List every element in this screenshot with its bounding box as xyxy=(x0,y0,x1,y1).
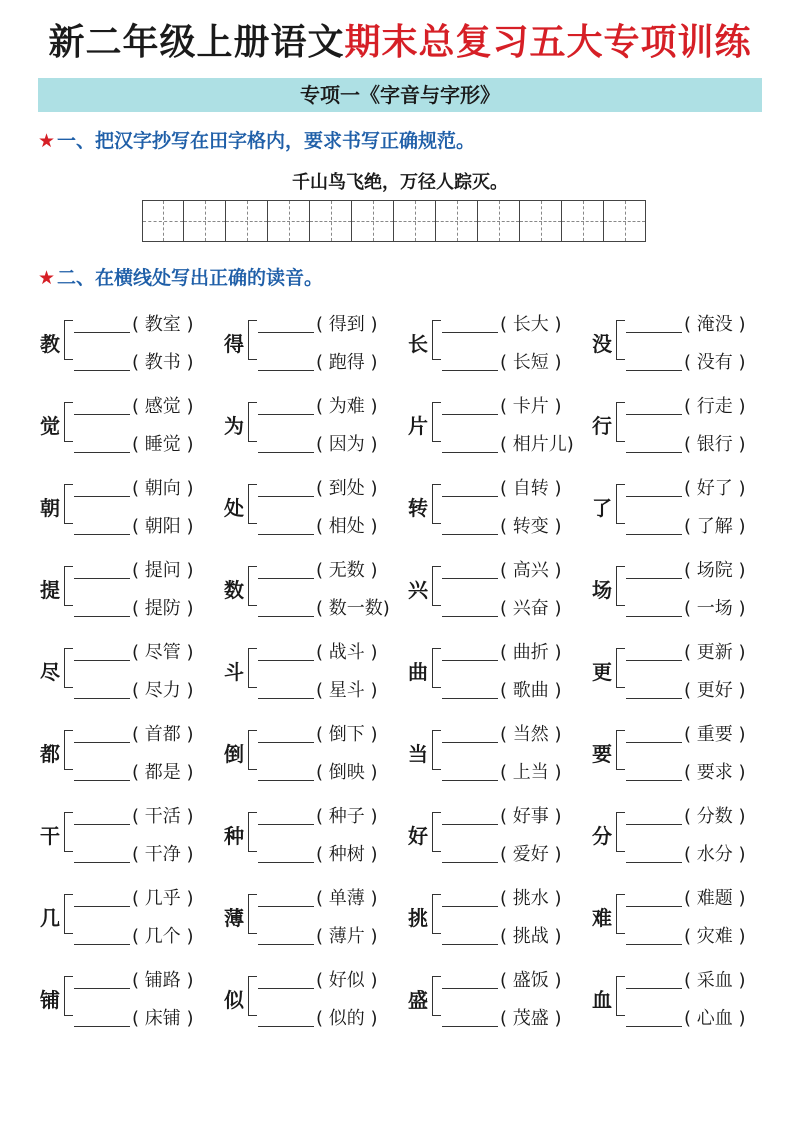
bracket xyxy=(616,320,625,360)
item-word: ( 床铺 ) xyxy=(132,1008,194,1029)
tianzige-grid[interactable] xyxy=(142,200,646,242)
item-word: ( 几乎 ) xyxy=(132,888,194,909)
item-word: ( 要求 ) xyxy=(684,762,746,783)
item-word: ( 爱好 ) xyxy=(500,844,562,865)
answer-line[interactable] xyxy=(442,534,498,535)
item-word: ( 自转 ) xyxy=(500,478,562,499)
answer-line[interactable] xyxy=(626,660,682,661)
pronunciation-item xyxy=(588,634,772,716)
answer-line[interactable] xyxy=(74,370,130,371)
item-word: ( 星斗 ) xyxy=(316,680,378,701)
item-char: 更 xyxy=(592,660,612,684)
answer-line[interactable] xyxy=(74,780,130,781)
answer-line[interactable] xyxy=(626,906,682,907)
item-word: ( 无数 ) xyxy=(316,560,378,581)
answer-line[interactable] xyxy=(626,862,682,863)
item-char: 兴 xyxy=(408,578,428,602)
item-word: ( 铺路 ) xyxy=(132,970,194,991)
pronunciation-item xyxy=(36,880,220,962)
pronunciation-item xyxy=(404,716,588,798)
item-word: ( 提防 ) xyxy=(132,598,194,619)
bracket xyxy=(248,976,257,1016)
answer-line[interactable] xyxy=(442,496,498,497)
item-char: 行 xyxy=(592,414,612,438)
item-word: ( 朝阳 ) xyxy=(132,516,194,537)
item-word: ( 重要 ) xyxy=(684,724,746,745)
item-word: ( 单薄 ) xyxy=(316,888,378,909)
item-char: 盛 xyxy=(408,988,428,1012)
item-char: 为 xyxy=(224,414,244,438)
item-word: ( 得到 ) xyxy=(316,314,378,335)
grid-cell[interactable] xyxy=(310,200,352,242)
answer-line[interactable] xyxy=(258,780,314,781)
item-char: 曲 xyxy=(408,660,428,684)
pronunciation-item xyxy=(588,716,772,798)
answer-line[interactable] xyxy=(74,452,130,453)
answer-line[interactable] xyxy=(258,742,314,743)
item-char: 片 xyxy=(408,414,428,438)
bracket xyxy=(616,566,625,606)
item-word: ( 好了 ) xyxy=(684,478,746,499)
answer-line[interactable] xyxy=(626,370,682,371)
pronunciation-item xyxy=(588,470,772,552)
item-word: ( 种树 ) xyxy=(316,844,378,865)
bracket xyxy=(432,320,441,360)
answer-line[interactable] xyxy=(442,906,498,907)
item-char: 要 xyxy=(592,742,612,766)
bracket xyxy=(248,484,257,524)
answer-line[interactable] xyxy=(442,698,498,699)
item-word: ( 分数 ) xyxy=(684,806,746,827)
bracket xyxy=(248,730,257,770)
pronunciation-item xyxy=(36,634,220,716)
answer-line[interactable] xyxy=(258,414,314,415)
answer-line[interactable] xyxy=(74,1026,130,1027)
answer-line[interactable] xyxy=(626,988,682,989)
item-char: 提 xyxy=(40,578,60,602)
item-char: 长 xyxy=(408,332,428,356)
bracket xyxy=(248,812,257,852)
bracket xyxy=(432,812,441,852)
bracket xyxy=(64,648,73,688)
grid-cell[interactable] xyxy=(604,200,646,242)
answer-line[interactable] xyxy=(626,332,682,333)
pronunciation-item xyxy=(220,552,404,634)
pronunciation-item xyxy=(220,634,404,716)
bracket xyxy=(248,320,257,360)
bracket xyxy=(432,566,441,606)
grid-cell[interactable] xyxy=(226,200,268,242)
bracket xyxy=(64,320,73,360)
item-word: ( 倒下 ) xyxy=(316,724,378,745)
item-char: 种 xyxy=(224,824,244,848)
bracket xyxy=(432,730,441,770)
item-word: ( 兴奋 ) xyxy=(500,598,562,619)
answer-line[interactable] xyxy=(74,862,130,863)
item-word: ( 教室 ) xyxy=(132,314,194,335)
grid-cell[interactable] xyxy=(478,200,520,242)
item-word: ( 卡片 ) xyxy=(500,396,562,417)
answer-line[interactable] xyxy=(74,824,130,825)
answer-line[interactable] xyxy=(258,862,314,863)
pronunciation-item xyxy=(220,798,404,880)
item-word: ( 因为 ) xyxy=(316,434,378,455)
answer-line[interactable] xyxy=(258,944,314,945)
item-char: 都 xyxy=(40,742,60,766)
answer-line[interactable] xyxy=(74,988,130,989)
item-word: ( 银行 ) xyxy=(684,434,746,455)
answer-line[interactable] xyxy=(74,414,130,415)
pronunciation-item xyxy=(36,716,220,798)
bracket xyxy=(248,402,257,442)
bracket xyxy=(616,812,625,852)
answer-line[interactable] xyxy=(442,862,498,863)
item-char: 好 xyxy=(408,824,428,848)
pronunciation-item xyxy=(404,306,588,388)
item-word: ( 转变 ) xyxy=(500,516,562,537)
item-word: ( 更新 ) xyxy=(684,642,746,663)
item-char: 似 xyxy=(224,988,244,1012)
item-word: ( 淹没 ) xyxy=(684,314,746,335)
answer-line[interactable] xyxy=(74,332,130,333)
answer-line[interactable] xyxy=(442,452,498,453)
grid-cell[interactable] xyxy=(268,200,310,242)
star-icon: ★ xyxy=(38,267,56,289)
answer-line[interactable] xyxy=(74,534,130,535)
item-char: 了 xyxy=(592,496,612,520)
answer-line[interactable] xyxy=(626,780,682,781)
item-char: 没 xyxy=(592,332,612,356)
item-word: ( 感觉 ) xyxy=(132,396,194,417)
answer-line[interactable] xyxy=(626,414,682,415)
item-char: 薄 xyxy=(224,906,244,930)
pronunciation-item xyxy=(588,306,772,388)
section-1-heading xyxy=(38,126,475,153)
pronunciation-item xyxy=(404,470,588,552)
item-char: 当 xyxy=(408,742,428,766)
item-word: ( 高兴 ) xyxy=(500,560,562,581)
bracket xyxy=(432,648,441,688)
item-word: ( 尽管 ) xyxy=(132,642,194,663)
item-word: ( 相片儿) xyxy=(500,434,574,455)
item-char: 转 xyxy=(408,496,428,520)
grid-cell[interactable] xyxy=(394,200,436,242)
answer-line[interactable] xyxy=(258,824,314,825)
answer-line[interactable] xyxy=(258,496,314,497)
grid-cell[interactable] xyxy=(184,200,226,242)
pronunciation-item xyxy=(404,962,588,1044)
answer-line[interactable] xyxy=(626,698,682,699)
answer-line[interactable] xyxy=(626,742,682,743)
item-word: ( 更好 ) xyxy=(684,680,746,701)
answer-line[interactable] xyxy=(258,906,314,907)
page-title xyxy=(0,14,800,65)
bracket xyxy=(64,976,73,1016)
item-word: ( 教书 ) xyxy=(132,352,194,373)
item-word: ( 到处 ) xyxy=(316,478,378,499)
pronunciation-item xyxy=(36,388,220,470)
pronunciation-items xyxy=(36,306,772,1044)
item-word: ( 好似 ) xyxy=(316,970,378,991)
item-word: ( 上当 ) xyxy=(500,762,562,783)
section-banner: 专项一《字音与字形》 xyxy=(38,78,762,112)
item-word: ( 几个 ) xyxy=(132,926,194,947)
item-char: 血 xyxy=(592,988,612,1012)
answer-line[interactable] xyxy=(74,616,130,617)
item-word: ( 一场 ) xyxy=(684,598,746,619)
bracket xyxy=(616,402,625,442)
answer-line[interactable] xyxy=(258,578,314,579)
grid-cell[interactable] xyxy=(352,200,394,242)
answer-line[interactable] xyxy=(74,660,130,661)
bracket xyxy=(432,402,441,442)
answer-line[interactable] xyxy=(442,578,498,579)
poem-line: 千山鸟飞绝，万径人踪灭。 xyxy=(292,172,508,193)
pronunciation-item xyxy=(588,388,772,470)
pronunciation-item xyxy=(588,552,772,634)
bracket xyxy=(432,976,441,1016)
item-char: 倒 xyxy=(224,742,244,766)
item-char: 尽 xyxy=(40,660,60,684)
bracket xyxy=(616,730,625,770)
item-word: ( 似的 ) xyxy=(316,1008,378,1029)
pronunciation-item xyxy=(588,880,772,962)
item-char: 处 xyxy=(224,496,244,520)
item-word: ( 跑得 ) xyxy=(316,352,378,373)
answer-line[interactable] xyxy=(626,1026,682,1027)
item-char: 难 xyxy=(592,906,612,930)
answer-line[interactable] xyxy=(626,496,682,497)
item-word: ( 相处 ) xyxy=(316,516,378,537)
item-word: ( 都是 ) xyxy=(132,762,194,783)
bracket xyxy=(248,566,257,606)
section-2-heading xyxy=(38,263,323,290)
item-word: ( 水分 ) xyxy=(684,844,746,865)
answer-line[interactable] xyxy=(626,534,682,535)
pronunciation-item xyxy=(36,470,220,552)
pronunciation-item xyxy=(404,388,588,470)
item-char: 斗 xyxy=(224,660,244,684)
item-word: ( 难题 ) xyxy=(684,888,746,909)
answer-line[interactable] xyxy=(74,742,130,743)
answer-line[interactable] xyxy=(442,332,498,333)
item-word: ( 挑水 ) xyxy=(500,888,562,909)
pronunciation-item xyxy=(36,962,220,1044)
item-char: 干 xyxy=(40,824,60,848)
bracket xyxy=(616,976,625,1016)
item-word: ( 挑战 ) xyxy=(500,926,562,947)
item-word: ( 种子 ) xyxy=(316,806,378,827)
answer-line[interactable] xyxy=(442,742,498,743)
title-part-2: 期末总复习五大专项训练 xyxy=(344,21,752,63)
bracket xyxy=(616,648,625,688)
item-word: ( 睡觉 ) xyxy=(132,434,194,455)
answer-line[interactable] xyxy=(74,906,130,907)
answer-line[interactable] xyxy=(74,496,130,497)
answer-line[interactable] xyxy=(626,944,682,945)
bracket xyxy=(432,484,441,524)
item-word: ( 为难 ) xyxy=(316,396,378,417)
answer-line[interactable] xyxy=(258,988,314,989)
grid-cell[interactable] xyxy=(436,200,478,242)
bracket xyxy=(64,894,73,934)
answer-line[interactable] xyxy=(258,616,314,617)
item-word: ( 干净 ) xyxy=(132,844,194,865)
item-word: ( 尽力 ) xyxy=(132,680,194,701)
item-word: ( 战斗 ) xyxy=(316,642,378,663)
pronunciation-item xyxy=(220,470,404,552)
answer-line[interactable] xyxy=(626,824,682,825)
item-word: ( 数一数) xyxy=(316,598,390,619)
item-char: 几 xyxy=(40,906,60,930)
pronunciation-item xyxy=(588,798,772,880)
answer-line[interactable] xyxy=(442,370,498,371)
title-part-1: 新二年级上册语文 xyxy=(48,21,345,63)
bracket xyxy=(616,484,625,524)
item-char: 挑 xyxy=(408,906,428,930)
answer-line[interactable] xyxy=(442,1026,498,1027)
bracket xyxy=(64,402,73,442)
answer-line[interactable] xyxy=(442,414,498,415)
bracket xyxy=(64,730,73,770)
item-char: 教 xyxy=(40,332,60,356)
item-char: 数 xyxy=(224,578,244,602)
star-icon: ★ xyxy=(38,130,56,152)
section-1-text: 一、把汉字抄写在田字格内，要求书写正确规范。 xyxy=(57,130,476,152)
grid-cell[interactable] xyxy=(562,200,604,242)
pronunciation-item xyxy=(404,634,588,716)
item-word: ( 薄片 ) xyxy=(316,926,378,947)
item-word: ( 没有 ) xyxy=(684,352,746,373)
pronunciation-item xyxy=(36,552,220,634)
bracket xyxy=(248,648,257,688)
item-word: ( 长大 ) xyxy=(500,314,562,335)
item-char: 场 xyxy=(592,578,612,602)
answer-line[interactable] xyxy=(258,1026,314,1027)
answer-line[interactable] xyxy=(626,452,682,453)
answer-line[interactable] xyxy=(74,944,130,945)
answer-line[interactable] xyxy=(258,534,314,535)
section-2-text: 二、在横线处写出正确的读音。 xyxy=(57,267,324,289)
pronunciation-item xyxy=(36,798,220,880)
item-char: 铺 xyxy=(40,988,60,1012)
pronunciation-item xyxy=(404,798,588,880)
pronunciation-item xyxy=(404,552,588,634)
answer-line[interactable] xyxy=(442,988,498,989)
item-word: ( 心血 ) xyxy=(684,1008,746,1029)
answer-line[interactable] xyxy=(442,944,498,945)
answer-line[interactable] xyxy=(626,616,682,617)
item-char: 朝 xyxy=(40,496,60,520)
bracket xyxy=(64,812,73,852)
item-word: ( 歌曲 ) xyxy=(500,680,562,701)
bracket xyxy=(64,566,73,606)
item-word: ( 首都 ) xyxy=(132,724,194,745)
item-word: ( 干活 ) xyxy=(132,806,194,827)
grid-cell[interactable] xyxy=(142,200,184,242)
item-char: 觉 xyxy=(40,414,60,438)
grid-cell[interactable] xyxy=(520,200,562,242)
bracket xyxy=(616,894,625,934)
answer-line[interactable] xyxy=(442,660,498,661)
bracket xyxy=(248,894,257,934)
pronunciation-item xyxy=(220,962,404,1044)
answer-line[interactable] xyxy=(626,578,682,579)
item-word: ( 行走 ) xyxy=(684,396,746,417)
pronunciation-item xyxy=(404,880,588,962)
pronunciation-item xyxy=(220,880,404,962)
answer-line[interactable] xyxy=(258,698,314,699)
answer-line[interactable] xyxy=(258,370,314,371)
pronunciation-item xyxy=(588,962,772,1044)
item-word: ( 茂盛 ) xyxy=(500,1008,562,1029)
answer-line[interactable] xyxy=(258,332,314,333)
item-word: ( 曲折 ) xyxy=(500,642,562,663)
item-word: ( 灾难 ) xyxy=(684,926,746,947)
answer-line[interactable] xyxy=(74,578,130,579)
answer-line[interactable] xyxy=(442,616,498,617)
bracket xyxy=(64,484,73,524)
pronunciation-item xyxy=(220,388,404,470)
item-word: ( 长短 ) xyxy=(500,352,562,373)
item-word: ( 了解 ) xyxy=(684,516,746,537)
answer-line[interactable] xyxy=(258,660,314,661)
pronunciation-item xyxy=(220,306,404,388)
item-word: ( 当然 ) xyxy=(500,724,562,745)
item-char: 分 xyxy=(592,824,612,848)
item-word: ( 采血 ) xyxy=(684,970,746,991)
answer-line[interactable] xyxy=(258,452,314,453)
item-char: 得 xyxy=(224,332,244,356)
answer-line[interactable] xyxy=(442,824,498,825)
answer-line[interactable] xyxy=(442,780,498,781)
answer-line[interactable] xyxy=(74,698,130,699)
item-word: ( 盛饭 ) xyxy=(500,970,562,991)
item-word: ( 提问 ) xyxy=(132,560,194,581)
pronunciation-item xyxy=(36,306,220,388)
item-word: ( 倒映 ) xyxy=(316,762,378,783)
bracket xyxy=(432,894,441,934)
pronunciation-item xyxy=(220,716,404,798)
item-word: ( 场院 ) xyxy=(684,560,746,581)
item-word: ( 朝向 ) xyxy=(132,478,194,499)
item-word: ( 好事 ) xyxy=(500,806,562,827)
